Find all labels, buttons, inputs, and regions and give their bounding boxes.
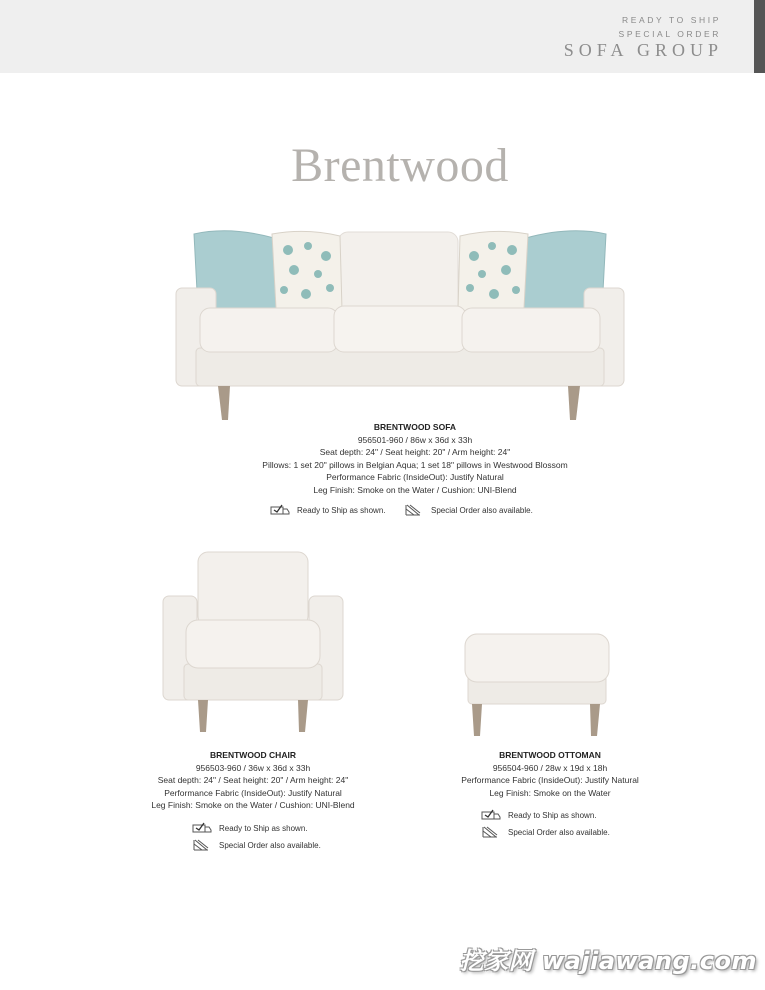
collection-title: Brentwood: [291, 139, 509, 192]
sofa-spec-line: Leg Finish: Smoke on the Water / Cushion: UNI-Blend: [313, 484, 517, 495]
ottoman-special-badge: [481, 826, 610, 838]
sofa-spec-line: 956501-960 / 86w x 36d x 33h: [357, 434, 473, 445]
chair-image: [158, 548, 348, 738]
sofa-spec-line: Pillows: 1 set 20" pillows in Belgian Aqua; 1 set 18" pillows in Westwood Blossom: [262, 459, 568, 470]
special-order-icon: [192, 839, 212, 851]
ready-to-ship-icon: [270, 504, 290, 516]
pattern-pillow-right: [458, 231, 528, 311]
watermark: 挖家网 wajiawang.com: [459, 947, 757, 975]
sofa-spec-line: Performance Fabric (InsideOut): Justify Natural: [326, 472, 504, 483]
header-title: SOFA GROUP: [563, 40, 723, 60]
sofa-image: [170, 218, 630, 423]
chair-ready-text: Ready to Ship as shown.: [219, 823, 308, 833]
ottoman-ready-badge: [481, 809, 597, 821]
sofa-special-badge: [404, 504, 533, 516]
sofa-name: BRENTWOOD SOFA: [373, 422, 457, 432]
ottoman-spec-line: Performance Fabric (InsideOut): Justify Natural: [461, 775, 639, 786]
header-special-order: SPECIAL ORDER: [618, 29, 721, 39]
ottoman-spec-line: Leg Finish: Smoke on the Water: [489, 787, 611, 798]
sofa-special-text: Special Order also available.: [431, 505, 533, 515]
special-order-icon: [404, 504, 424, 516]
ottoman-specs: [420, 749, 680, 799]
sofa-ready-badge: [270, 504, 386, 516]
sofa-specs: [200, 421, 630, 497]
chair-special-badge: [192, 839, 321, 851]
sofa-ready-text: Ready to Ship as shown.: [297, 505, 386, 515]
chair-ready-badge: [192, 822, 308, 834]
chair-specs: [128, 749, 378, 812]
chair-spec-line: Leg Finish: Smoke on the Water / Cushion: UNI-Blend: [151, 800, 355, 811]
ottoman-ready-text: Ready to Ship as shown.: [508, 810, 597, 820]
chair-spec-line: Seat depth: 24" / Seat height: 20" / Arm height: 24": [157, 775, 349, 786]
chair-name: BRENTWOOD CHAIR: [210, 750, 296, 760]
page-header: [0, 0, 765, 73]
chair-special-text: Special Order also available.: [219, 840, 321, 850]
ottoman-special-text: Special Order also available.: [508, 827, 610, 837]
ottoman-name: BRENTWOOD OTTOMAN: [499, 750, 601, 760]
ready-to-ship-icon: [192, 822, 212, 834]
header-accent-bar: [754, 0, 765, 73]
ottoman-spec-line: 956504-960 / 28w x 19d x 18h: [492, 762, 608, 773]
chair-spec-line: Performance Fabric (InsideOut): Justify Natural: [164, 787, 342, 798]
sofa-spec-line: Seat depth: 24" / Seat height: 20" / Arm height: 24": [319, 447, 511, 458]
ready-to-ship-icon: [481, 809, 501, 821]
special-order-icon: [481, 826, 501, 838]
ottoman-image: [462, 630, 612, 740]
header-ready-to-ship: READY TO SHIP: [622, 15, 721, 25]
chair-spec-line: 956503-960 / 36w x 36d x 33h: [195, 762, 311, 773]
pattern-pillow-left: [272, 231, 342, 311]
